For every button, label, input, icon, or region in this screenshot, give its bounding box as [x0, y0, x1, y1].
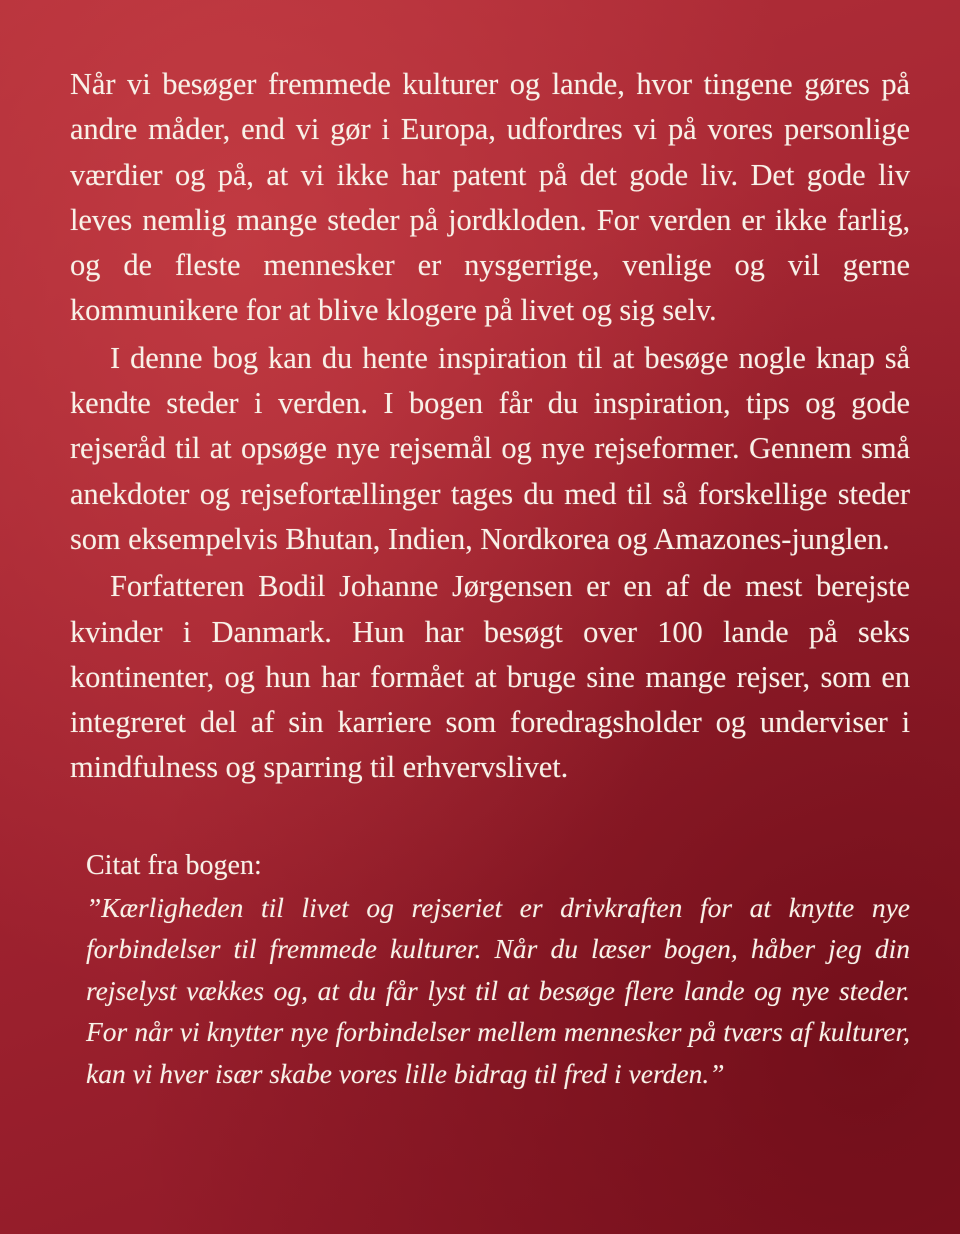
paragraph-author: Forfatteren Bodil Johanne Jørgensen er en af de mest berejste kvinder i Danmark. Hun har besøgt over 100 lande på seks kontinenter, og hun har formået at bruge sine mange rejser, som en integreret del af sin karriere som foredragsholder og underviser i mindfulness og sparring til erhvervslivet. [70, 569, 910, 785]
paragraph-book: I denne bog kan du hente inspiration til at besøge nogle knap så kendte steder i verden. I bogen får du inspiration, tips og gode rejseråd til at opsøge nye rejsemål og nye rejseformer. Gennem små anekdoter og rejsefortællinger tages du med til så forskellige steder som eksempelvis Bhutan, Indien, Nordkorea og Amazones-junglen. [70, 340, 910, 556]
quote-block [86, 847, 910, 1095]
quote-heading: Citat fra bogen: [86, 849, 262, 881]
paragraph-intro: Når vi besøger fremmede kulturer og lande, hvor tingene gøres på andre måder, end vi gør i Europa, udfordres vi på vores personlige værdier og på, at vi ikke har patent på det gode liv. Det gode liv leves nemlig mange steder på jordkloden. For verden er ikke farlig, og de fleste mennesker er nysgerrige, venlige og vil gerne kommunikere for at blive klogere på livet og sig selv. [70, 67, 910, 328]
back-cover-text [70, 62, 910, 1094]
quote-text: ”Kærligheden til livet og rejseriet er drivkraften for at knytte nye forbindelser til fremmede kulturer. Når du læser bogen, håber jeg din rejselyst vækkes og, at du får lyst til at besøge flere lande og nye steder. For når vi knytter nye forbindelser mellem mennesker på tværs af kulturer, kan vi hver især skabe vores lille bidrag til fred i verden.” [86, 891, 910, 1089]
description [70, 62, 910, 791]
